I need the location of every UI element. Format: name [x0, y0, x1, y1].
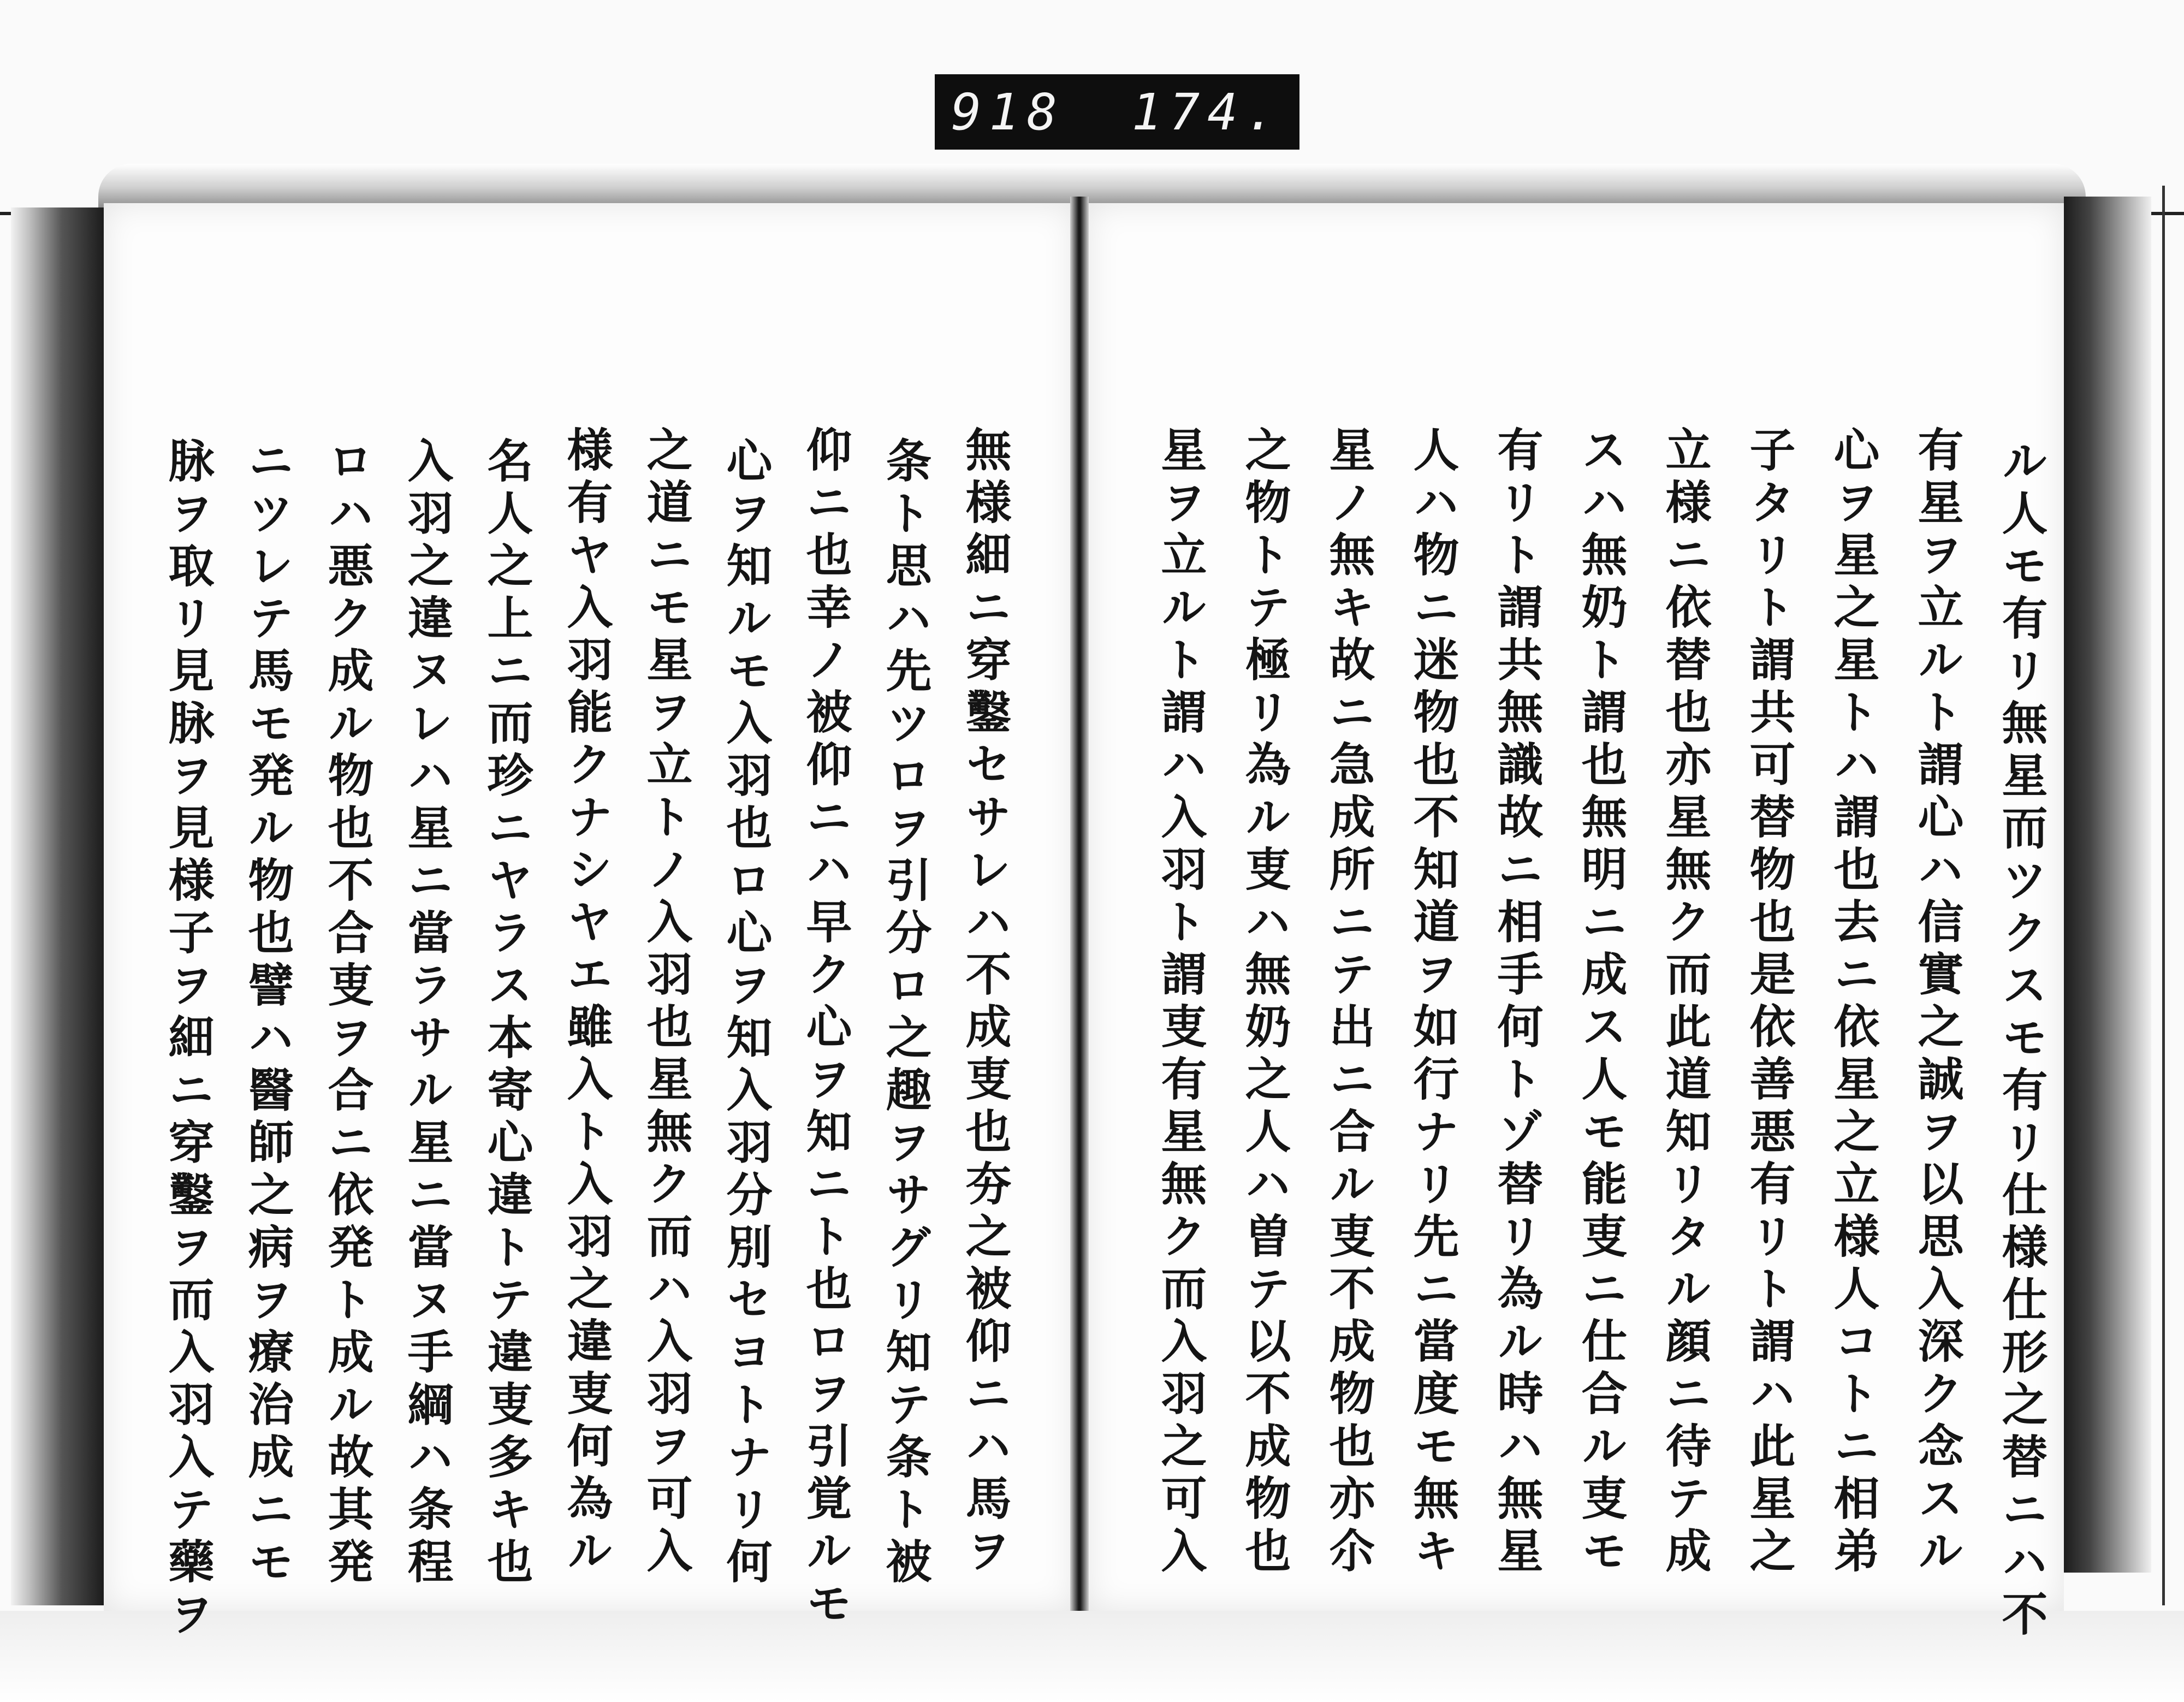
right-border-line	[2162, 186, 2165, 1605]
left-page-column-1: 無様細ニ穿鑿セサレハ不成叓也夯之被仰ニハ馬ヲ	[958, 426, 1012, 1579]
book-right-edge	[2064, 197, 2151, 1573]
right-page-column-4: 子タリト謂共可替物也是依善悪有リト謂ハ此星之	[1742, 426, 1796, 1579]
right-page-column-9: 星ノ無キ故ニ急成所ニテ出ニ合ル叓不成物也亦尒	[1322, 426, 1376, 1579]
left-page-column-7: 名人之上ニ而珍ニヤラス本寄心違トテ違叓多キ也	[480, 437, 534, 1590]
book-gutter	[1070, 197, 1089, 1616]
left-page-column-2: 条ト思ハ先ツロヲ引分ロ之趣ヲサグリ知テ条ト被	[879, 437, 933, 1590]
plate-number-left: 918	[951, 82, 1065, 141]
right-page-column-6: スハ無奶ト謂也無明ニ成ス人モ能叓ニ仕合ル叓モ	[1574, 426, 1628, 1579]
left-page-column-4: 心ヲ知ルモ入羽也ロ心ヲ知入羽分別セヨトナリ何	[719, 437, 773, 1590]
left-page-column-8: 入羽之違ヌレハ星ニ當ラサル星ニ當ヌ手綱ハ条程	[400, 437, 454, 1590]
right-page-column-2: 有星ヲ立ルト謂心ハ信實之誠ヲ以思入深ク念スル	[1910, 426, 1965, 1579]
left-page-column-3: 仰ニ也幸ノ被仰ニハ早ク心ヲ知ニト也ロヲ引覚ルモ	[799, 426, 853, 1632]
right-page-column-3: 心ヲ星之星トハ謂也去ニ依星之立様人コトニ相弟	[1826, 426, 1880, 1579]
right-page-column-7: 有リト謂共無識故ニ相手何トゾ替リ為ル時ハ無星	[1490, 426, 1544, 1579]
left-page-column-10: ニツレテ馬モ発ル物也譬ハ醫師之病ヲ療治成ニモ	[241, 437, 295, 1590]
right-page-column-11: 星ヲ立ルト謂ハ入羽ト謂叓有星無ク而入羽之可入	[1154, 426, 1208, 1579]
left-page-column-5: 之道ニモ星ヲ立トノ入羽也星無ク而ハ入羽ヲ可入	[639, 426, 693, 1579]
accession-number-plate	[935, 74, 1299, 150]
plate-number-right: 174.	[1131, 82, 1283, 141]
right-page-column-8: 人ハ物ニ迷物也不知道ヲ如行ナリ先ニ當度モ無キ	[1406, 426, 1460, 1579]
bottom-margin	[0, 1611, 2184, 1702]
left-page-column-9: ロハ悪ク成ル物也不合叓ヲ合ニ依発ト成ル故其発	[321, 437, 375, 1590]
left-page-column-11: 脉ヲ取リ見脉ヲ見様子ヲ細ニ穿鑿ヲ而入羽入テ藥ヲ	[161, 437, 215, 1642]
book-left-edge	[11, 207, 104, 1605]
left-page-column-6: 様有ヤ入羽能クナシヤエ雖入ト入羽之違叓何為ル	[560, 426, 614, 1579]
right-page-column-10: 之物トテ極リ為ル叓ハ無奶之人ハ曽テ以不成物也	[1238, 426, 1292, 1579]
right-page-column-1: ル人モ有リ無星而ツクスモ有リ仕様仕形之替ニハ不	[1995, 437, 2049, 1642]
right-page-column-5: 立様ニ依替也亦星無ク而此道知リタル顔ニ待テ成	[1658, 426, 1712, 1579]
